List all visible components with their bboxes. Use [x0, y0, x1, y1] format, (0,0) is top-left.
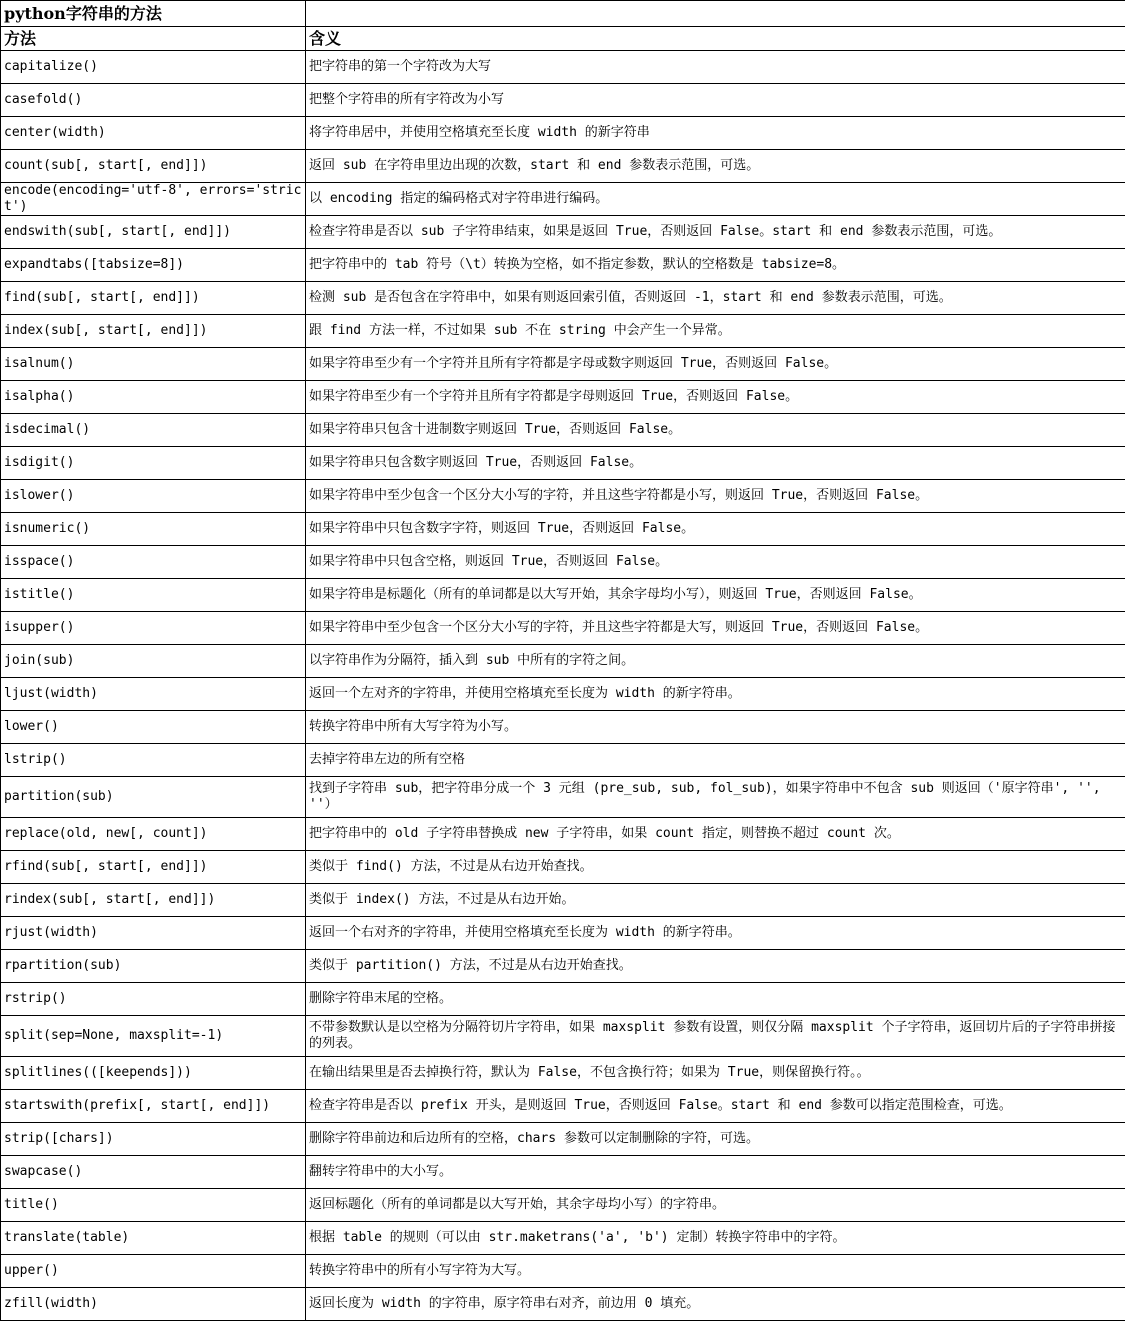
description-cell[interactable]: 把整个字符串的所有字符改为小写 [306, 84, 1125, 117]
description-cell[interactable]: 检测 sub 是否包含在字符串中，如果有则返回索引值，否则返回 -1，start 和 end 参数表示范围，可选。 [306, 282, 1125, 315]
description-cell[interactable]: 返回一个左对齐的字符串，并使用空格填充至长度为 width 的新字符串。 [306, 678, 1125, 711]
description-cell[interactable]: 如果字符串只包含数字则返回 True，否则返回 False。 [306, 447, 1125, 480]
method-cell[interactable]: rjust(width) [1, 917, 306, 950]
table-row [1, 150, 1125, 183]
method-cell[interactable]: lstrip() [1, 744, 306, 777]
method-cell[interactable]: count(sub[, start[, end]]) [1, 150, 306, 183]
method-cell[interactable]: partition(sub) [1, 777, 306, 818]
description-cell[interactable]: 如果字符串至少有一个字符并且所有字符都是字母或数字则返回 True，否则返回 False。 [306, 348, 1125, 381]
table-row [1, 711, 1125, 744]
description-cell[interactable]: 不带参数默认是以空格为分隔符切片字符串，如果 maxsplit 参数有设置，则仅分隔 maxsplit 个子字符串，返回切片后的子字符串拼接的列表。 [306, 1016, 1125, 1057]
table-row [1, 1255, 1125, 1288]
description-cell[interactable]: 如果字符串中至少包含一个区分大小写的字符，并且这些字符都是小写，则返回 True，否则返回 False。 [306, 480, 1125, 513]
table-row [1, 216, 1125, 249]
table-row [1, 1222, 1125, 1255]
description-cell[interactable]: 删除字符串前边和后边所有的空格，chars 参数可以定制删除的字符，可选。 [306, 1123, 1125, 1156]
description-cell[interactable]: 检查字符串是否以 prefix 开头，是则返回 True，否则返回 False。start 和 end 参数可以指定范围检查，可选。 [306, 1090, 1125, 1123]
method-cell[interactable]: rindex(sub[, start[, end]]) [1, 884, 306, 917]
description-cell[interactable]: 找到子字符串 sub，把字符串分成一个 3 元组 (pre_sub, sub, fol_sub)，如果字符串中不包含 sub 则返回（'原字符串', '', ''） [306, 777, 1125, 818]
table-row [1, 414, 1125, 447]
table-row [1, 1016, 1125, 1057]
description-cell[interactable]: 如果字符串中只包含空格，则返回 True，否则返回 False。 [306, 546, 1125, 579]
method-cell[interactable]: rfind(sub[, start[, end]]) [1, 851, 306, 884]
method-cell[interactable]: encode(encoding='utf-8', errors='strict') [1, 183, 306, 216]
table-row [1, 884, 1125, 917]
method-cell[interactable]: replace(old, new[, count]) [1, 818, 306, 851]
method-cell[interactable]: split(sep=None, maxsplit=-1) [1, 1016, 306, 1057]
method-cell[interactable]: endswith(sub[, start[, end]]) [1, 216, 306, 249]
description-cell[interactable]: 如果字符串中至少包含一个区分大小写的字符，并且这些字符都是大写，则返回 True，否则返回 False。 [306, 612, 1125, 645]
table-row [1, 315, 1125, 348]
table-row [1, 645, 1125, 678]
method-cell[interactable]: istitle() [1, 579, 306, 612]
table-row [1, 1189, 1125, 1222]
description-cell[interactable]: 在输出结果里是否去掉换行符，默认为 False，不包含换行符；如果为 True，则保留换行符。。 [306, 1057, 1125, 1090]
description-cell[interactable]: 返回 sub 在字符串里边出现的次数，start 和 end 参数表示范围，可选。 [306, 150, 1125, 183]
table-row [1, 513, 1125, 546]
empty-cell[interactable] [306, 1, 1125, 27]
table-row [1, 950, 1125, 983]
header-row [1, 27, 1125, 51]
table-row [1, 546, 1125, 579]
method-cell[interactable]: expandtabs([tabsize=8]) [1, 249, 306, 282]
method-cell[interactable]: title() [1, 1189, 306, 1222]
description-cell[interactable]: 以字符串作为分隔符，插入到 sub 中所有的字符之间。 [306, 645, 1125, 678]
description-cell[interactable]: 删除字符串末尾的空格。 [306, 983, 1125, 1016]
method-cell[interactable]: join(sub) [1, 645, 306, 678]
description-cell[interactable]: 如果字符串至少有一个字符并且所有字符都是字母则返回 True，否则返回 False。 [306, 381, 1125, 414]
method-cell[interactable]: rpartition(sub) [1, 950, 306, 983]
table-row [1, 1057, 1125, 1090]
table-row [1, 1156, 1125, 1189]
method-cell[interactable]: strip([chars]) [1, 1123, 306, 1156]
method-cell[interactable]: swapcase() [1, 1156, 306, 1189]
method-cell[interactable]: isdigit() [1, 447, 306, 480]
method-cell[interactable]: isupper() [1, 612, 306, 645]
table-row [1, 579, 1125, 612]
method-cell[interactable]: isnumeric() [1, 513, 306, 546]
table-row [1, 612, 1125, 645]
sheet-title[interactable]: python字符串的方法 [1, 1, 306, 27]
table-row [1, 84, 1125, 117]
table-row [1, 447, 1125, 480]
table-row [1, 744, 1125, 777]
description-cell[interactable]: 如果字符串中只包含数字字符，则返回 True，否则返回 False。 [306, 513, 1125, 546]
description-cell[interactable]: 将字符串居中，并使用空格填充至长度 width 的新字符串 [306, 117, 1125, 150]
description-cell[interactable]: 如果字符串只包含十进制数字则返回 True，否则返回 False。 [306, 414, 1125, 447]
method-cell[interactable]: zfill(width) [1, 1288, 306, 1321]
method-cell[interactable]: rstrip() [1, 983, 306, 1016]
description-cell[interactable]: 把字符串中的 tab 符号（\t）转换为空格，如不指定参数，默认的空格数是 tabsize=8。 [306, 249, 1125, 282]
method-cell[interactable]: index(sub[, start[, end]]) [1, 315, 306, 348]
method-cell[interactable]: islower() [1, 480, 306, 513]
method-cell[interactable]: lower() [1, 711, 306, 744]
method-cell[interactable]: center(width) [1, 117, 306, 150]
description-cell[interactable]: 返回长度为 width 的字符串，原字符串右对齐，前边用 0 填充。 [306, 1288, 1125, 1321]
table-row [1, 777, 1125, 818]
column-header-meaning[interactable]: 含义 [306, 27, 1125, 51]
description-cell[interactable]: 检查字符串是否以 sub 子字符串结束，如果是返回 True，否则返回 False。start 和 end 参数表示范围，可选。 [306, 216, 1125, 249]
description-cell[interactable]: 把字符串中的 old 子字符串替换成 new 子字符串，如果 count 指定，则替换不超过 count 次。 [306, 818, 1125, 851]
method-cell[interactable]: splitlines(([keepends])) [1, 1057, 306, 1090]
method-cell[interactable]: isalpha() [1, 381, 306, 414]
table-row [1, 983, 1125, 1016]
description-cell[interactable]: 转换字符串中所有大写字符为小写。 [306, 711, 1125, 744]
table-row [1, 1090, 1125, 1123]
method-cell[interactable]: isdecimal() [1, 414, 306, 447]
table-row [1, 1123, 1125, 1156]
method-cell[interactable]: startswith(prefix[, start[, end]]) [1, 1090, 306, 1123]
table-row [1, 480, 1125, 513]
table-row [1, 282, 1125, 315]
table-row [1, 348, 1125, 381]
description-cell[interactable]: 类似于 partition() 方法，不过是从右边开始查找。 [306, 950, 1125, 983]
description-cell[interactable]: 去掉字符串左边的所有空格 [306, 744, 1125, 777]
description-cell[interactable]: 转换字符串中的所有小写字符为大写。 [306, 1255, 1125, 1288]
description-cell[interactable]: 翻转字符串中的大小写。 [306, 1156, 1125, 1189]
table-row [1, 183, 1125, 216]
description-cell[interactable]: 根据 table 的规则（可以由 str.maketrans('a', 'b') 定制）转换字符串中的字符。 [306, 1222, 1125, 1255]
description-cell[interactable]: 跟 find 方法一样，不过如果 sub 不在 string 中会产生一个异常。 [306, 315, 1125, 348]
description-cell[interactable]: 把字符串的第一个字符改为大写 [306, 51, 1125, 84]
table-row [1, 1288, 1125, 1321]
description-cell[interactable]: 返回标题化（所有的单词都是以大写开始，其余字母均小写）的字符串。 [306, 1189, 1125, 1222]
table-row [1, 917, 1125, 950]
description-cell[interactable]: 返回一个右对齐的字符串，并使用空格填充至长度为 width 的新字符串。 [306, 917, 1125, 950]
table-row [1, 51, 1125, 84]
table-row [1, 249, 1125, 282]
table-row [1, 818, 1125, 851]
method-cell[interactable]: isspace() [1, 546, 306, 579]
method-cell[interactable]: capitalize() [1, 51, 306, 84]
method-cell[interactable]: isalnum() [1, 348, 306, 381]
description-cell[interactable]: 类似于 find() 方法，不过是从右边开始查找。 [306, 851, 1125, 884]
column-header-method[interactable]: 方法 [1, 27, 306, 51]
method-cell[interactable]: casefold() [1, 84, 306, 117]
method-cell[interactable]: upper() [1, 1255, 306, 1288]
description-cell[interactable]: 以 encoding 指定的编码格式对字符串进行编码。 [306, 183, 1125, 216]
method-cell[interactable]: find(sub[, start[, end]]) [1, 282, 306, 315]
table-row [1, 381, 1125, 414]
table-row [1, 117, 1125, 150]
title-row [1, 1, 1125, 27]
table-row [1, 678, 1125, 711]
table-row [1, 851, 1125, 884]
method-cell[interactable]: translate(table) [1, 1222, 306, 1255]
description-cell[interactable]: 类似于 index() 方法，不过是从右边开始。 [306, 884, 1125, 917]
description-cell[interactable]: 如果字符串是标题化（所有的单词都是以大写开始，其余字母均小写），则返回 True，否则返回 False。 [306, 579, 1125, 612]
method-cell[interactable]: ljust(width) [1, 678, 306, 711]
